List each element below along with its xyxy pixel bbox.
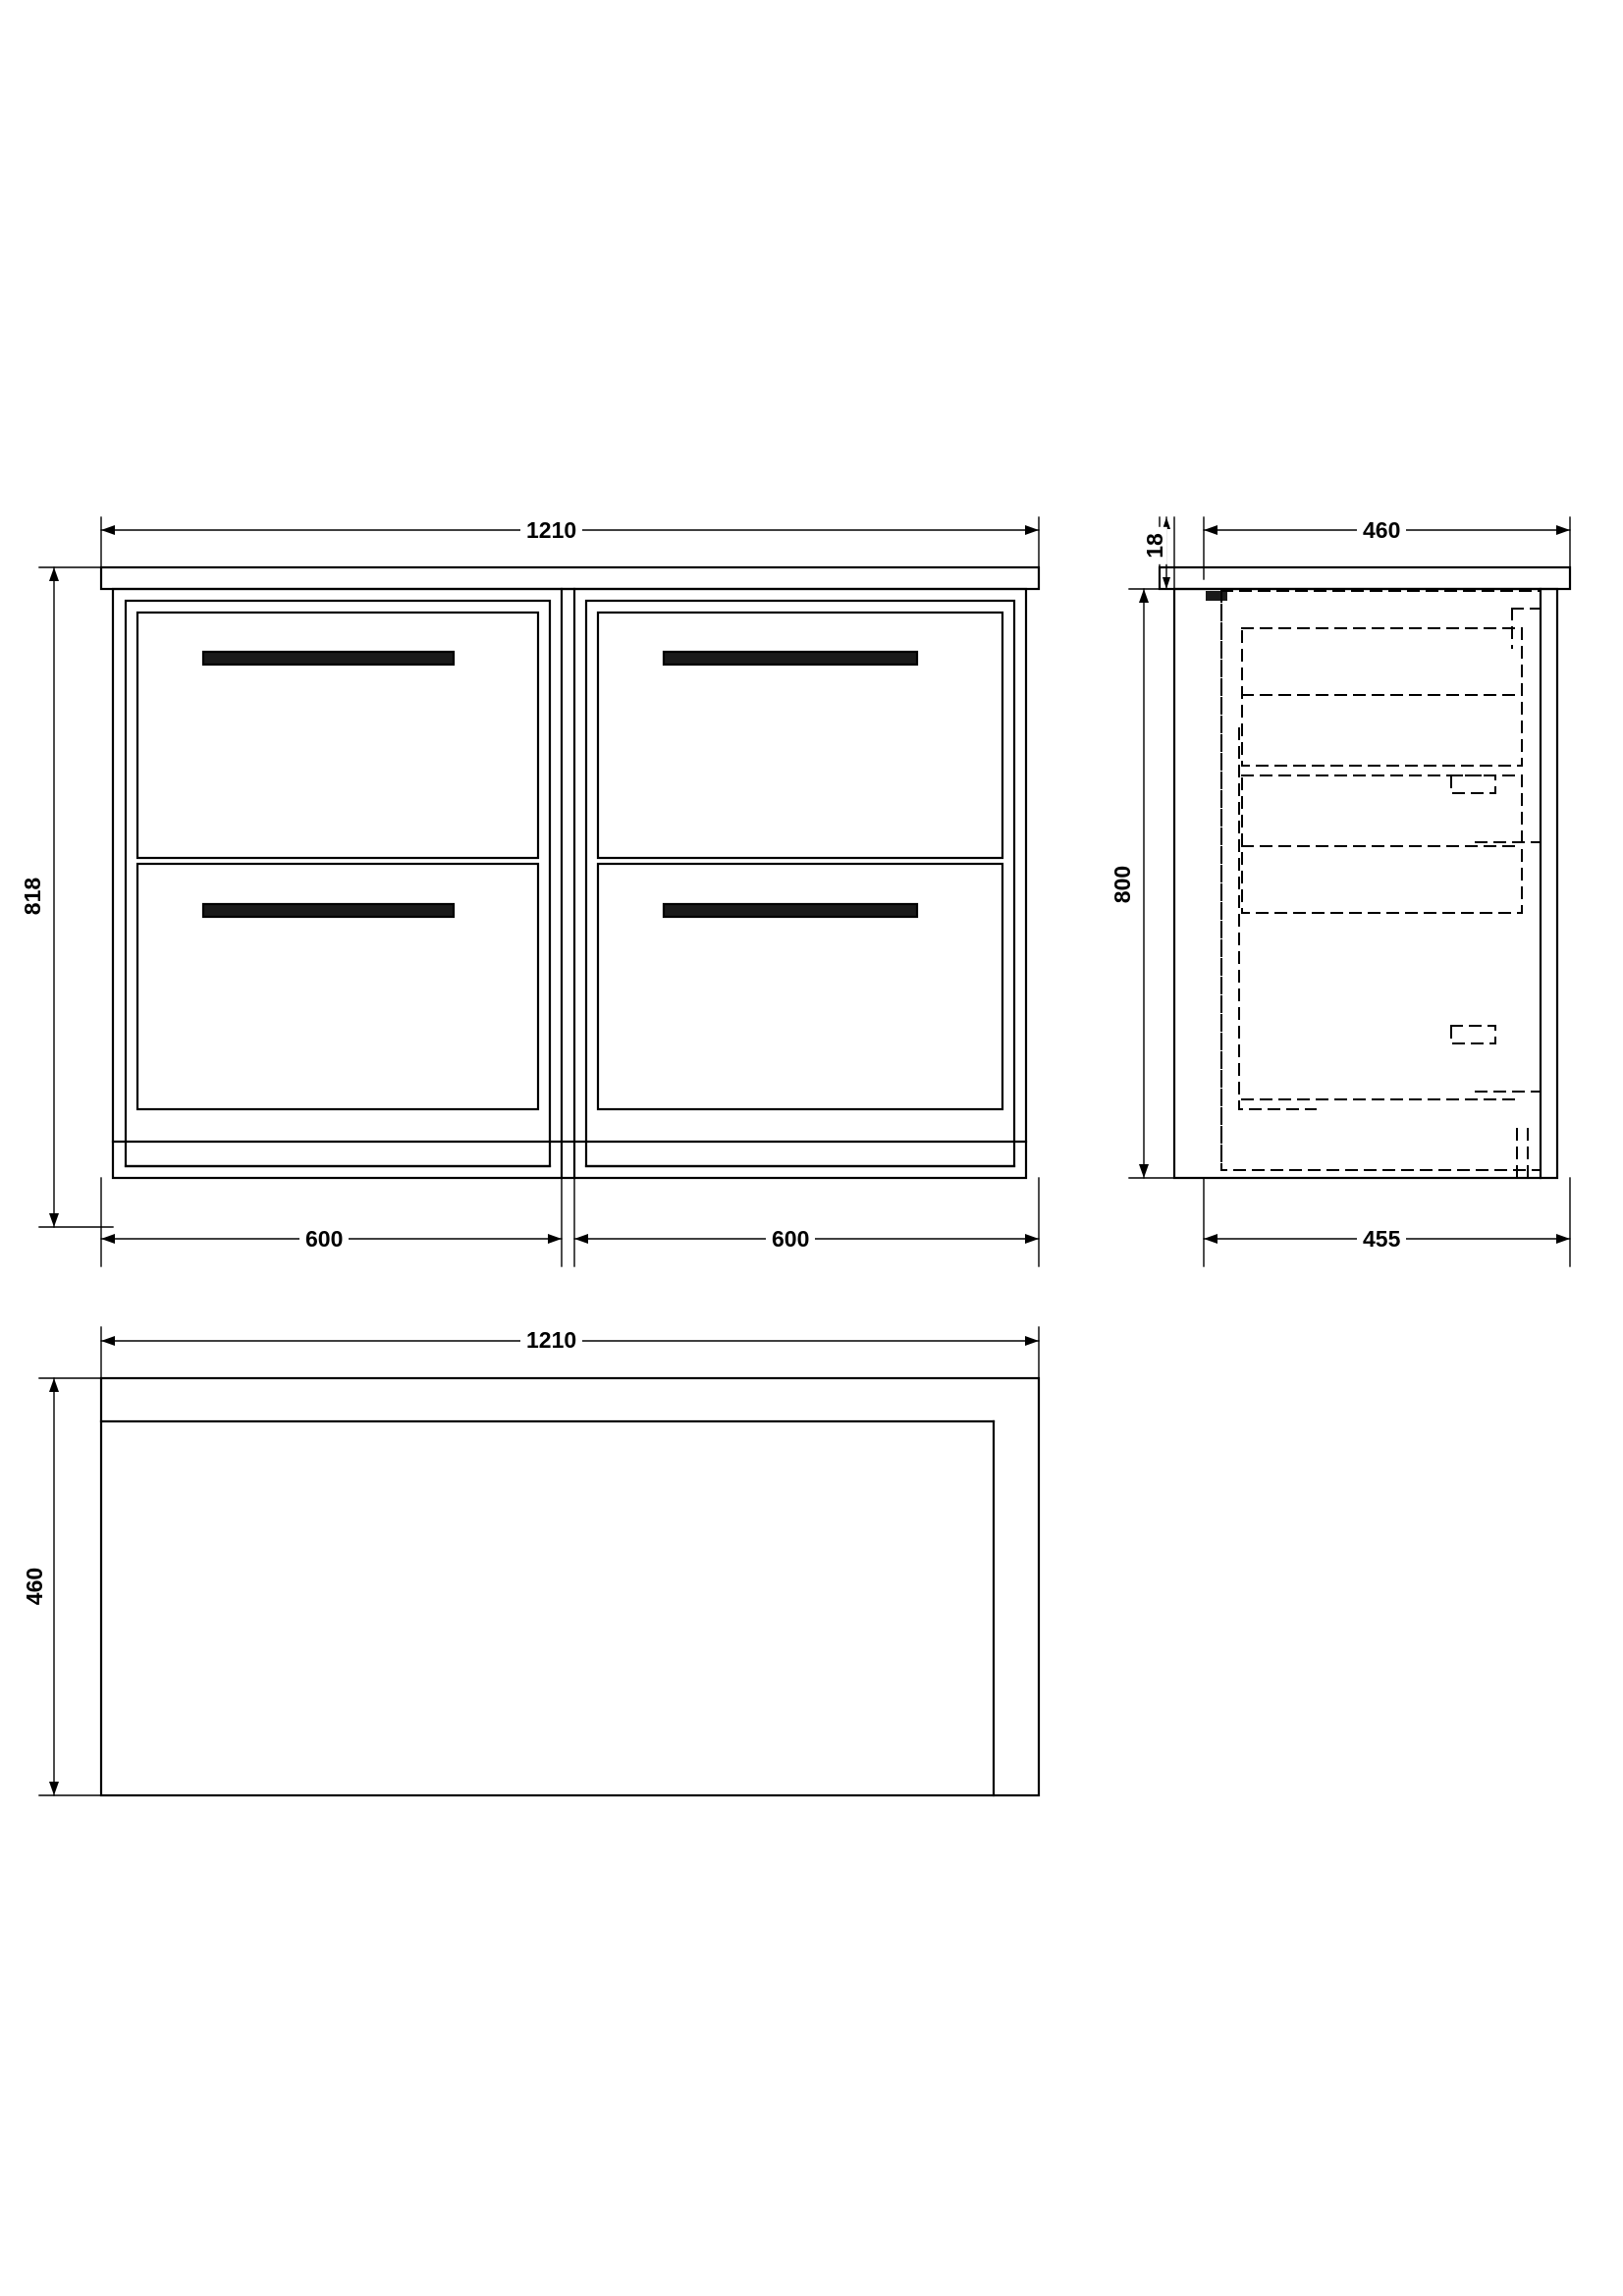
dim-front-height bbox=[39, 567, 113, 1227]
dim-side-depth-bottom bbox=[1204, 1178, 1570, 1266]
dim-label-right-drawer-width: 600 bbox=[766, 1226, 815, 1252]
dim-label-plan-depth: 460 bbox=[22, 1562, 47, 1611]
dim-label-side-depth-top: 460 bbox=[1357, 517, 1406, 543]
dim-label-side-depth-bottom: 455 bbox=[1357, 1226, 1406, 1252]
front-elevation-geometry bbox=[101, 567, 1039, 1178]
side-hidden-detail bbox=[1221, 591, 1541, 1183]
dim-label-worktop-thickness: 18 bbox=[1142, 527, 1167, 564]
dim-label-front-height: 818 bbox=[20, 872, 45, 921]
dim-label-left-drawer-width: 600 bbox=[299, 1226, 349, 1252]
dim-plan-depth bbox=[39, 1378, 108, 1795]
dim-front-bottom bbox=[101, 1178, 1039, 1266]
dim-label-front-width: 1210 bbox=[520, 517, 582, 543]
dim-label-side-height: 800 bbox=[1109, 860, 1135, 909]
dim-label-plan-width: 1210 bbox=[520, 1327, 582, 1353]
plan-view-geometry bbox=[101, 1378, 1039, 1795]
dim-side-height bbox=[1129, 589, 1174, 1178]
